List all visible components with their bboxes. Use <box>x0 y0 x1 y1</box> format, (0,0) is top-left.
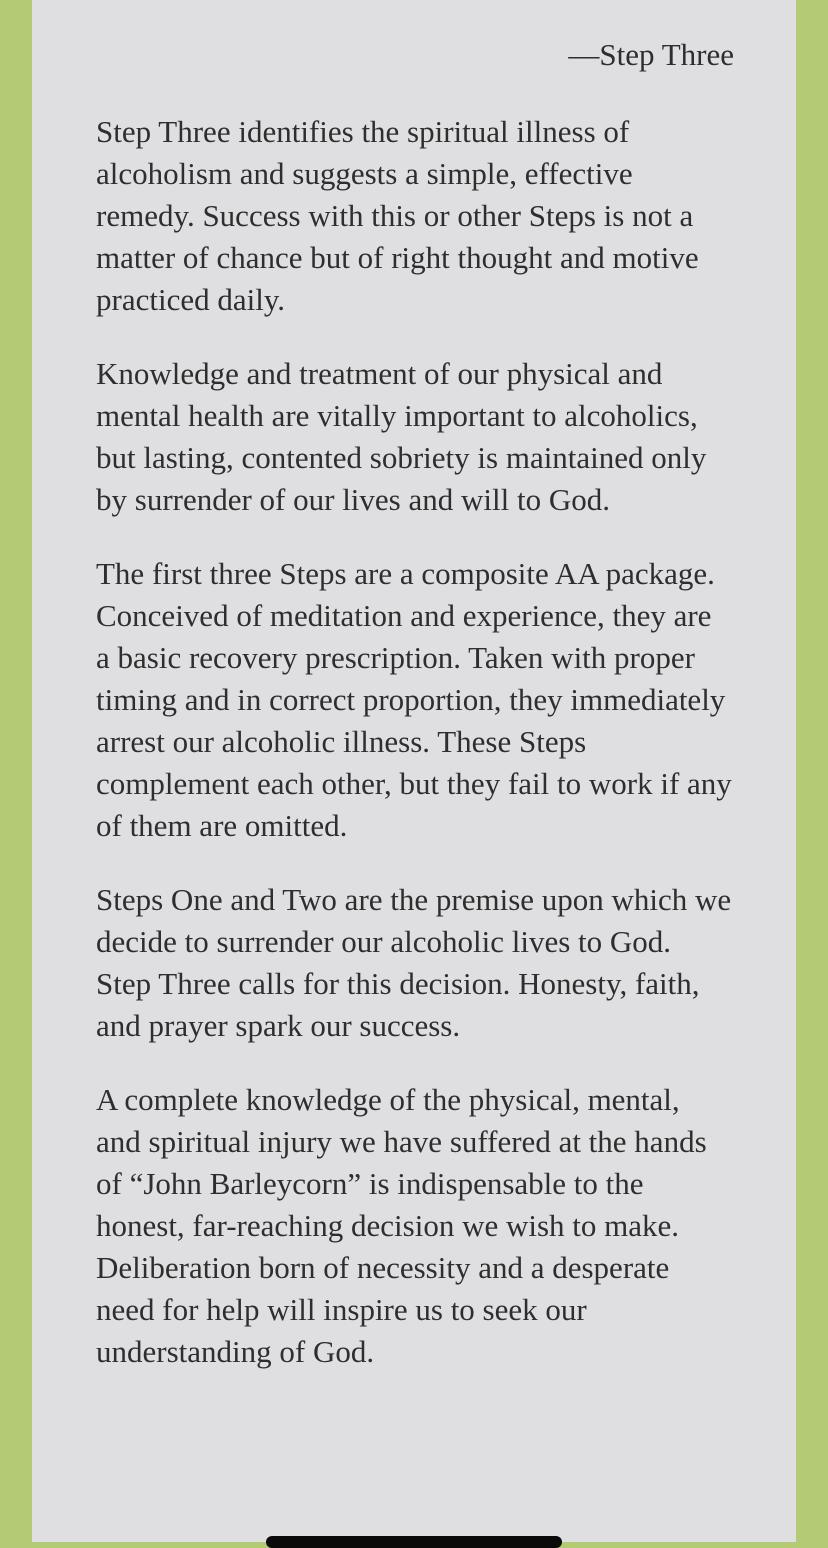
paragraph-5: A complete knowledge of the physical, mental, and spiritual injury we have suffered at the hands of “John Barleycorn” is indispensable to the honest, far-reaching decision we wish to make. Deliberation born of necessity and a desperate need for help will inspire us to seek our understanding of God. <box>96 1082 707 1369</box>
paragraph-2: Knowledge and treatment of our physical and mental health are vitally important to alcoholics, but lasting, contented sobriety is maintained only by surrender of our lives and will to God. <box>96 356 707 517</box>
step-attribution: —Step Three <box>568 37 734 72</box>
paragraph-4: Steps One and Two are the premise upon which we decide to surrender our alcoholic lives to God. Step Three calls for this decision. Honesty, faith, and prayer spark our success. <box>96 882 732 1043</box>
home-indicator[interactable] <box>266 1536 562 1548</box>
paragraph-3: The first three Steps are a composite AA package. Conceived of meditation and experience, they are a basic recovery prescription. Taken with proper timing and in correct proportion, they immediately arrest our alcoholic illness. These Steps complement each other, but they fail to work if any of them are omitted. <box>96 556 732 843</box>
paragraph-1: Step Three identifies the spiritual illness of alcoholism and suggests a simple, effective remedy. Success with this or other Steps is not a matter of chance but of right thought and motive practiced daily. <box>96 114 699 317</box>
reading-page <box>32 0 796 1542</box>
